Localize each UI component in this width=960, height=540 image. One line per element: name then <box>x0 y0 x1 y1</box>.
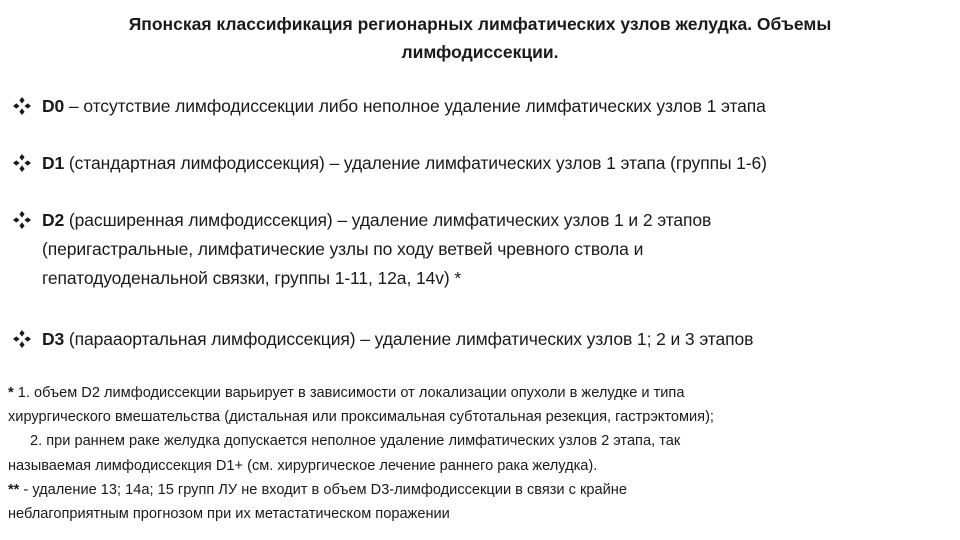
footnote-1-line-4: называемая лимфодиссекция D1+ (см. хирургическое лечение раннего рака желудка). <box>8 457 598 474</box>
bullet-line: (перигастральные, лимфатические узлы по ходу ветвей чревного ствола и <box>42 239 644 259</box>
bullet-text <box>42 92 947 121</box>
bullet-line: – отсутствие лимфодиссекции либо неполное удаление лимфатических узлов 1 этапа <box>64 96 766 116</box>
bullet-code: D1 <box>42 153 65 173</box>
bullet-line: гепатодуоденальной связки, группы 1-11, 12а, 14v) * <box>42 268 462 288</box>
footnote-marker: ** <box>8 481 20 498</box>
footnote-1-line-1 <box>8 381 953 405</box>
bullet-code: D0 <box>42 96 65 116</box>
four-diamond-bullet-icon <box>12 96 32 116</box>
footnote-1-line-2: хирургического вмешательства (дистальная или проксимальная субтотальная резекция, гастрэктомия); <box>8 409 714 426</box>
slide-title <box>20 10 940 66</box>
footnote-1-line-3: 2. при раннем раке желудка допускается неполное удаление лимфатических узлов 2 этапа, так <box>30 433 681 450</box>
footnote-marker: * <box>8 385 14 401</box>
footnote-2-line-1 <box>8 478 953 502</box>
bullet-code: D3 <box>42 329 65 349</box>
footnote-text: 1. объем D2 лимфодиссекции варьирует в зависимости от локализации опухоли в желудке и типа <box>13 385 685 401</box>
title-line-1: Японская классификация регионарных лимфатических узлов желудка. Объемы <box>128 14 832 34</box>
bullet-code: D2 <box>42 210 65 230</box>
four-diamond-bullet-icon <box>12 153 32 173</box>
bullet-text <box>42 325 947 354</box>
footnote-text: - удаление 13; 14а; 15 групп ЛУ не входит в объем D3-лимфодиссекции в связи с крайне <box>19 481 627 498</box>
bullet-line: (стандартная лимфодиссекция) – удаление лимфатических узлов 1 этапа (группы 1-6) <box>64 153 767 173</box>
footnotes <box>8 381 953 526</box>
title-line-2: лимфодиссекции. <box>401 42 559 62</box>
bullet-text <box>42 149 947 178</box>
four-diamond-bullet-icon <box>12 210 32 230</box>
bullet-line: (парааортальная лимфодиссекция) – удаление лимфатических узлов 1; 2 и 3 этапов <box>64 329 754 349</box>
bullet-text <box>42 206 947 293</box>
four-diamond-bullet-icon <box>12 329 32 349</box>
footnote-2-line-2: неблагоприятным прогнозом при их метастатическом поражении <box>8 506 450 523</box>
bullet-line: (расширенная лимфодиссекция) – удаление лимфатических узлов 1 и 2 этапов <box>64 210 712 230</box>
